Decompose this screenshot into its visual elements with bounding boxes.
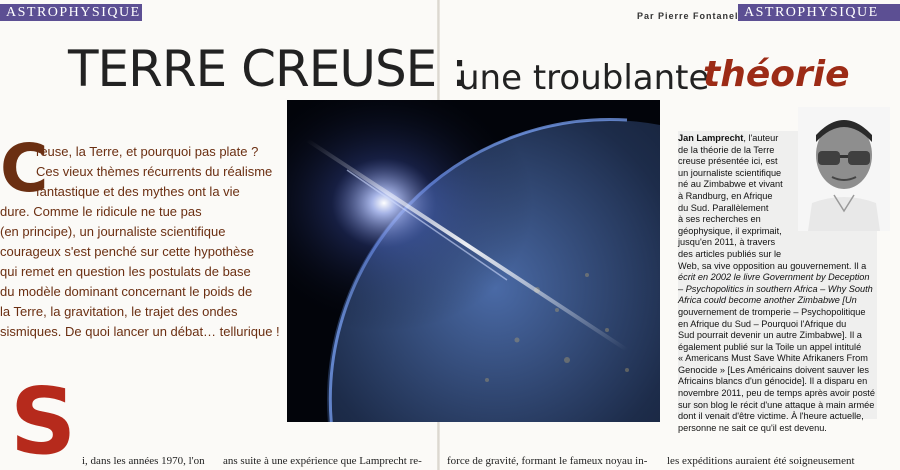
bio-segment: , l'auteur bbox=[743, 133, 779, 143]
section-tag-left: ASTROPHYSIQUE bbox=[0, 4, 142, 21]
bio-line: Genocide » [Les Américains doivent sauver les bbox=[678, 364, 869, 375]
bio-line: Africa could become another Zimbabwe [Un bbox=[678, 295, 857, 306]
bio-line: un journaliste scientifique bbox=[678, 167, 782, 178]
bio-line: « Americans Must Save White Afrikaners From bbox=[678, 353, 868, 364]
bio-line: né au Zimbabwe et vivant bbox=[678, 179, 783, 190]
bio-line: novembre 2011, peu de temps après avoir posté bbox=[678, 388, 875, 399]
author-bio bbox=[678, 133, 874, 434]
bio-line: des articles publiés sur le bbox=[678, 248, 782, 259]
bio-line: géophysique, il exprimait, bbox=[678, 225, 782, 236]
author-name: Jan Lamprecht bbox=[678, 133, 744, 143]
bio-line: Sud pourrait devenir un autre Zimbabwe]. Il a bbox=[678, 330, 862, 341]
intro-paragraph bbox=[0, 142, 280, 342]
bio-line: dont il venait d'être victime. À l'heure actuelle, bbox=[678, 411, 864, 422]
body-column-1: i, dans les années 1970, l'on bbox=[82, 455, 205, 467]
title-main: TERRE CREUSE : bbox=[68, 40, 468, 98]
title-accent: théorie bbox=[703, 54, 850, 95]
title-sub: une troublante bbox=[458, 58, 710, 98]
intro-line: courageux s'est penché sur cette hypothèse bbox=[0, 244, 254, 259]
intro-dropcap: C bbox=[0, 130, 49, 207]
bio-line: Africains blancs d'un génocide]. Il a disparu en bbox=[678, 376, 868, 387]
intro-line: dure. Comme le ridicule ne tue pas bbox=[0, 204, 202, 219]
body-column-2: ans suite à une expérience que Lamprecht re- bbox=[223, 455, 422, 467]
byline: Par Pierre Fontanel bbox=[637, 11, 739, 21]
bio-line: à ses recherches en bbox=[678, 214, 761, 225]
bio-line: – Psychopolitics in southern Africa – Why South bbox=[678, 283, 873, 294]
bio-line bbox=[678, 133, 874, 145]
bio-line: jusqu'en 2011, à travers bbox=[678, 237, 776, 248]
bio-line: sur son blog le récit d'une attaque à main armée bbox=[678, 399, 875, 410]
bio-line: également publié sur la Toile un appel intitulé bbox=[678, 341, 862, 352]
intro-line: reuse, la Terre, et pourquoi pas plate ? bbox=[36, 144, 259, 159]
bio-line: personne ne sait ce qu'il est devenu. bbox=[678, 422, 827, 433]
bio-line: du Sud. Parallèlement bbox=[678, 202, 769, 213]
section-tag-right: ASTROPHYSIQUE bbox=[738, 4, 900, 21]
intro-line: la Terre, la gravitation, le trajet des ondes bbox=[0, 304, 238, 319]
earth-illustration bbox=[287, 100, 660, 422]
intro-line: sismiques. De quoi lancer un débat… tellurique ! bbox=[0, 324, 280, 339]
bio-line: Web, sa vive opposition au gouvernement. Il a bbox=[678, 260, 867, 271]
bio-line: gouvernement de tromperie – Psychopolitique bbox=[678, 306, 866, 317]
bio-line: en Afrique du Sud – Pourquoi l'Afrique du bbox=[678, 318, 847, 329]
intro-line: (en principe), un journaliste scientifique bbox=[0, 224, 226, 239]
body-column-4: les expéditions auraient été soigneusement bbox=[667, 455, 855, 467]
bio-line: écrit en 2002 le livre Government by Deception bbox=[678, 272, 870, 283]
intro-line: qui remet en question les postulats de base bbox=[0, 264, 251, 279]
bio-line: à Randburg, en Afrique bbox=[678, 190, 773, 201]
body-dropcap: S bbox=[10, 368, 77, 470]
bio-line: creuse présentée ici, est bbox=[678, 156, 778, 167]
earth-photo bbox=[287, 100, 660, 422]
article-title bbox=[68, 40, 850, 98]
body-column-3: force de gravité, formant le fameux noyau in- bbox=[447, 455, 648, 467]
intro-line: du modèle dominant concernant le poids de bbox=[0, 284, 253, 299]
intro-line: Ces vieux thèmes récurrents du réalisme bbox=[36, 164, 273, 179]
intro-line: fantastique et des mythes ont la vie bbox=[36, 184, 240, 199]
bio-line: de la théorie de la Terre bbox=[678, 144, 775, 155]
